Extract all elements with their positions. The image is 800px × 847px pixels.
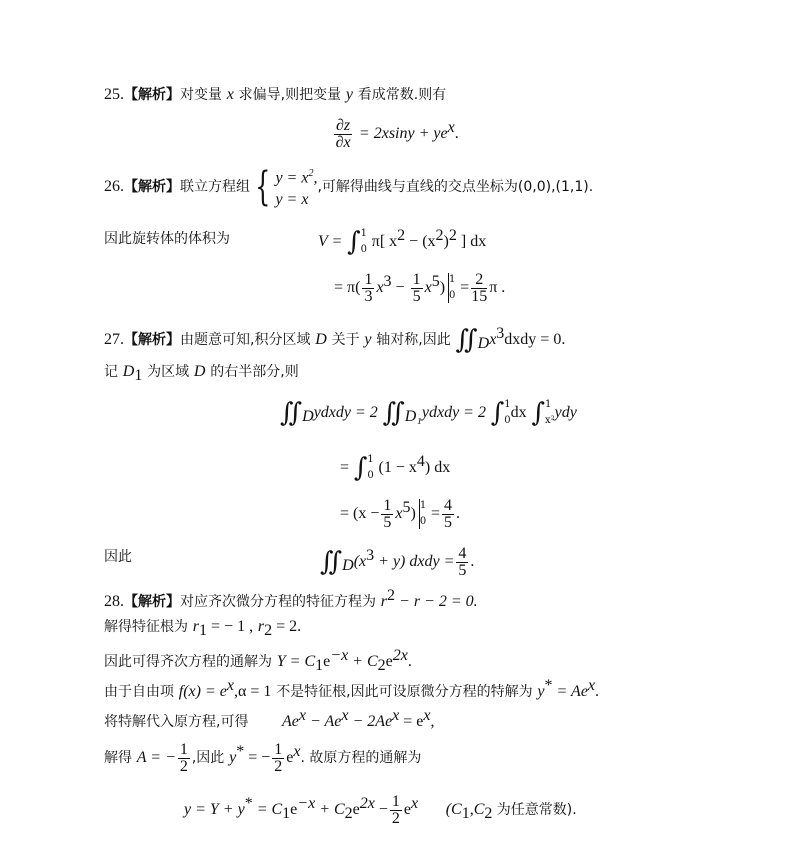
sup: 3	[366, 547, 375, 564]
sup: *	[544, 677, 553, 694]
problem-28-general-solution	[184, 784, 577, 834]
sup: x	[447, 119, 455, 136]
problem-number: 27.	[104, 331, 124, 348]
frac-top: 4	[444, 496, 452, 514]
frac-bottom: 2	[179, 757, 188, 775]
sup: x	[293, 743, 301, 760]
text: 轴对称,因此	[376, 332, 451, 348]
text: 的右半部分,则	[210, 364, 299, 380]
lower: 0	[504, 415, 511, 426]
lower: x²	[545, 415, 555, 426]
frac-bottom: ∂x	[335, 133, 351, 151]
sup: 3	[496, 325, 505, 342]
problem-28-line5	[104, 706, 435, 732]
punct: ,	[313, 169, 318, 187]
evaluation-limits	[420, 500, 426, 528]
frac-bottom: 5	[458, 561, 467, 579]
body: ydxdy = 2	[421, 404, 486, 421]
text: 因此旋转体的体积为	[104, 231, 230, 247]
frac-bottom: 2	[391, 809, 400, 827]
fraction	[411, 272, 423, 305]
analysis-tag: 【解析】	[124, 332, 180, 348]
eq: = (x −	[340, 505, 380, 522]
problem-26-volume-formula	[318, 218, 486, 260]
rhs: = 2xsiny + ye	[358, 125, 448, 142]
body: ydxdy = 2	[313, 404, 378, 421]
body: + y) dxdy =	[374, 553, 455, 570]
frac-bottom: 15	[471, 287, 488, 305]
problem-27-line2	[104, 360, 299, 387]
problem-26-volume-result	[334, 262, 505, 308]
sub: 2	[377, 657, 386, 674]
sup: 2	[397, 227, 406, 244]
body: )	[443, 233, 449, 250]
integral-sign: ∫	[531, 398, 545, 428]
body: = e	[399, 713, 424, 730]
text: 看成常数.则有	[357, 87, 447, 103]
sup: 2	[435, 227, 444, 244]
frac-bottom: 5	[383, 513, 392, 531]
eq: y = x	[275, 191, 309, 209]
fraction	[381, 498, 393, 531]
frac-top: 1	[364, 270, 373, 288]
punct: .	[454, 125, 459, 142]
sub: D₁	[404, 408, 422, 425]
body: ydy	[554, 404, 577, 421]
body: e	[286, 749, 294, 766]
var: r	[380, 593, 388, 610]
frac-bottom: 2	[274, 757, 283, 775]
fraction	[390, 794, 402, 827]
var: D	[122, 363, 135, 380]
problem-27-integral-line2	[340, 444, 450, 486]
text: 由题意可知,积分区域	[180, 332, 311, 348]
sub: 2	[264, 622, 273, 639]
frac-top: 1	[383, 496, 392, 514]
body: e	[290, 801, 298, 818]
sup: x	[298, 707, 306, 724]
body: y = Y + y	[184, 801, 245, 818]
body: = − 1 ,	[207, 618, 254, 635]
sup: 3	[383, 273, 392, 290]
frac-bottom: 5	[444, 513, 452, 531]
eq: =	[340, 459, 350, 476]
body: (1 − x	[378, 459, 417, 476]
sup: x	[392, 707, 400, 724]
punct: .	[407, 653, 412, 670]
lower: 0	[360, 244, 367, 255]
problem-28-line4	[104, 676, 599, 702]
text: 记	[104, 364, 118, 380]
body: Ae	[282, 713, 299, 730]
sup: 2	[448, 227, 457, 244]
problem-27-integral-line1	[280, 394, 577, 435]
body: π[ x	[371, 233, 398, 250]
frac-top: 1	[274, 740, 283, 758]
var: y	[229, 749, 237, 766]
sup: 2	[387, 587, 396, 604]
integral-sign: ∫	[347, 227, 361, 257]
body: − Ae	[306, 713, 342, 730]
text: 不是特征根,因此可设原微分方程的特解为	[276, 684, 533, 700]
problem-25-formula	[332, 112, 459, 151]
fraction	[178, 742, 190, 775]
sup: 5	[402, 499, 411, 516]
body: + C	[348, 653, 378, 670]
sup: −x	[297, 795, 316, 812]
analysis-tag: 【解析】	[124, 594, 180, 610]
analysis-tag: 【解析】	[124, 87, 180, 103]
sup: x	[423, 707, 431, 724]
eq: =	[430, 505, 440, 522]
fraction	[456, 546, 468, 579]
problem-28-line6	[104, 732, 421, 778]
body: = −	[244, 749, 271, 766]
body: x	[489, 331, 497, 348]
body: f(x) = e	[178, 683, 227, 700]
problem-number: 28.	[104, 593, 124, 610]
sub: 1	[282, 805, 291, 822]
problem-25-header	[104, 84, 446, 105]
problem-26-header	[104, 162, 593, 211]
body: = 2.	[272, 618, 302, 635]
sup: 4	[416, 453, 425, 470]
sup: 2x	[359, 795, 375, 812]
upper: 1	[360, 228, 367, 239]
sub: 1	[461, 805, 470, 822]
op: −	[391, 279, 409, 296]
var: r	[192, 618, 200, 635]
body: − 2Ae	[348, 713, 393, 730]
upper: 1	[419, 500, 427, 511]
var: x	[376, 279, 384, 296]
sup: x	[411, 795, 419, 812]
text: 求偏导,则把变量	[238, 87, 342, 103]
sup: x	[587, 677, 596, 694]
frac-top: 1	[412, 270, 421, 288]
frac-top: 2	[471, 272, 487, 289]
upper: 1	[545, 399, 552, 410]
lhs: V =	[318, 233, 343, 250]
sup: 2x	[392, 647, 408, 664]
punct: .	[470, 553, 475, 570]
body: ) dx	[424, 459, 451, 476]
double-integral-sign: ∬	[382, 398, 405, 428]
body: = C	[252, 801, 283, 818]
fraction	[334, 118, 352, 151]
sup: *	[244, 795, 253, 812]
lower: 0	[419, 516, 427, 527]
text: . 故原方程的通解为	[300, 750, 422, 766]
sup: x	[341, 707, 349, 724]
sup: *	[236, 743, 245, 760]
body: dx	[510, 404, 527, 421]
fraction	[272, 742, 284, 775]
body: = Ae	[552, 683, 588, 700]
text: 解得特征根为	[104, 619, 188, 635]
note: 为任意常数).	[492, 802, 577, 818]
body: e	[403, 801, 412, 818]
body: − r − 2 = 0.	[395, 593, 478, 610]
text: 对变量	[180, 87, 222, 103]
sup: −x	[330, 647, 349, 664]
punct: .	[456, 505, 460, 522]
eq: = π(	[334, 279, 361, 296]
var: y	[537, 683, 545, 700]
sub: D	[342, 557, 354, 574]
text: 联立方程组	[180, 179, 250, 195]
sub: D	[477, 335, 490, 352]
body: (x	[353, 553, 367, 570]
evaluation-limits	[449, 274, 455, 302]
text: 关于	[331, 332, 360, 348]
problem-28-header	[104, 586, 478, 612]
body: dxdy = 0.	[504, 331, 566, 348]
frac-top: 1	[179, 740, 188, 758]
var: y	[364, 331, 372, 348]
upper: 1	[367, 454, 374, 465]
double-integral-sign: ∬	[320, 547, 343, 577]
var: y	[345, 86, 354, 103]
lower: 0	[367, 470, 374, 481]
equation-system	[275, 163, 317, 211]
integral-limits	[361, 228, 367, 256]
problem-number: 25.	[104, 86, 124, 103]
body: ,α = 1	[234, 683, 272, 700]
var: D	[315, 331, 327, 348]
sub: 1	[134, 367, 143, 384]
sub: 2	[344, 805, 353, 822]
double-integral-sign: ∬	[280, 398, 303, 428]
sup: 5	[431, 273, 440, 290]
text: 将特解代入原方程,可得	[104, 714, 249, 730]
sub: 1	[315, 657, 324, 674]
var: D	[193, 363, 206, 380]
op: −	[374, 801, 388, 818]
upper: 1	[504, 399, 511, 410]
body: A = −	[136, 749, 176, 766]
double-integral-sign: ∬	[455, 325, 478, 355]
eq: =	[460, 279, 470, 296]
frac-top: ∂z	[336, 116, 351, 134]
sub: 2	[484, 805, 493, 822]
eq: y = x	[275, 169, 309, 187]
problem-28-line2	[104, 616, 301, 641]
sub: 1	[199, 622, 208, 639]
note: ,C	[469, 801, 485, 818]
problem-26-volume-label	[104, 224, 230, 253]
fraction	[362, 272, 374, 305]
fraction	[471, 272, 487, 305]
body: e	[352, 801, 360, 818]
integral-limits	[545, 399, 555, 427]
body: e	[385, 653, 393, 670]
var: r	[257, 618, 265, 635]
frac-top: 1	[391, 792, 400, 810]
problem-27-therefore-label	[104, 546, 132, 567]
text: 解得	[104, 750, 132, 766]
problem-number: 26.	[104, 178, 124, 195]
punct: .	[595, 683, 600, 700]
paren: )	[439, 279, 446, 296]
paren: )	[410, 505, 416, 522]
body: Y = C	[276, 653, 316, 670]
note: (C	[445, 801, 462, 818]
body: + C	[315, 801, 345, 818]
frac-bottom: 5	[412, 287, 421, 305]
analysis-tag: 【解析】	[124, 179, 180, 195]
sub: D	[302, 408, 314, 425]
problem-27-integral-line3	[340, 488, 460, 534]
var: x	[424, 279, 432, 296]
body: e	[323, 653, 331, 670]
body: − (x	[405, 233, 436, 250]
punct: ,	[430, 713, 435, 730]
text: 因此可得齐次方程的通解为	[104, 654, 272, 670]
lower: 0	[449, 290, 456, 301]
text: 对应齐次微分方程的特征方程为	[180, 594, 376, 610]
integral-sign: ∫	[490, 398, 505, 428]
upper: 1	[449, 274, 456, 285]
sup: x	[226, 677, 234, 694]
text: 为区域	[147, 364, 190, 380]
pi: π .	[489, 279, 506, 296]
frac-top: 4	[458, 544, 467, 562]
problem-27-final-formula	[320, 536, 474, 586]
fraction	[442, 498, 454, 531]
sup: 2	[308, 167, 314, 179]
text: ,可解得曲线与直线的交点坐标为(0,0),(1,1).	[317, 179, 594, 195]
problem-27-header	[104, 318, 565, 360]
body: ] dx	[456, 233, 487, 250]
integral-limits	[367, 454, 373, 482]
text: 因此	[104, 549, 132, 565]
left-brace: {	[255, 164, 271, 210]
text: ,因此	[191, 750, 225, 766]
frac-bottom: 3	[364, 287, 373, 305]
var: x	[226, 86, 234, 103]
text: 由于自由项	[104, 684, 174, 700]
problem-28-line3	[104, 646, 412, 676]
integral-sign: ∫	[353, 453, 368, 483]
var: x	[395, 505, 403, 522]
